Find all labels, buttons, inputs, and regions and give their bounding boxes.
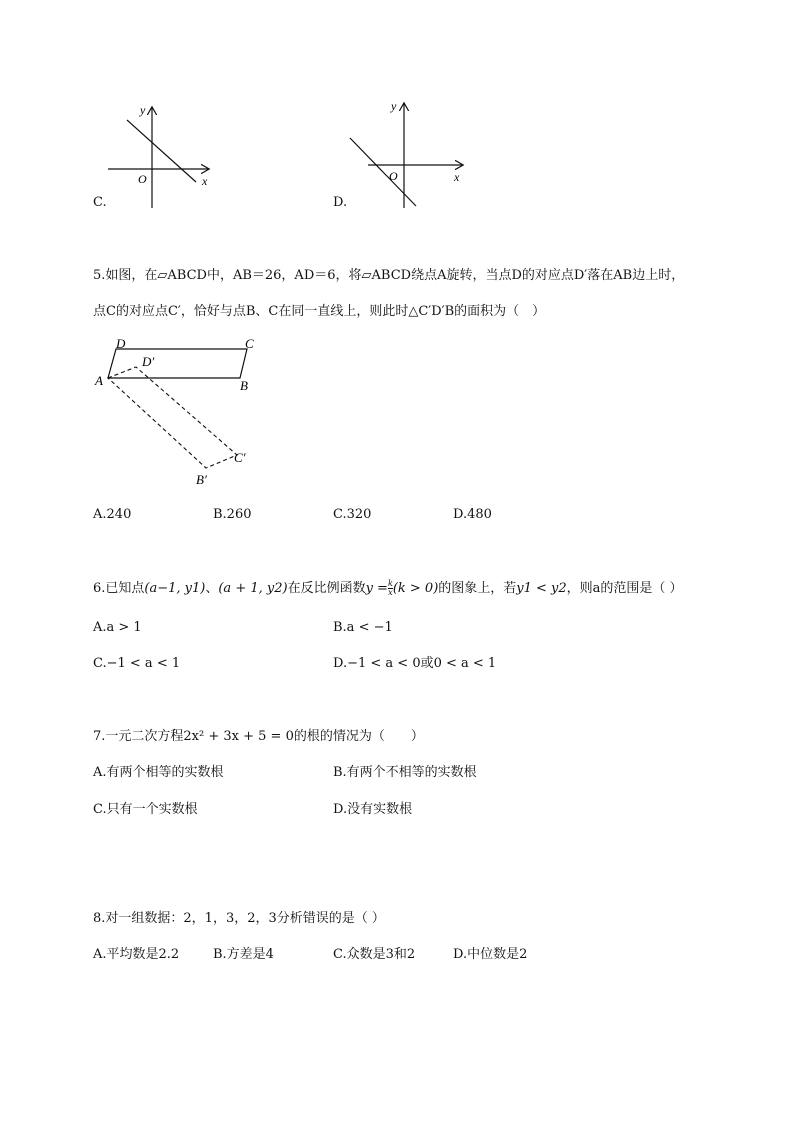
q6-stem bbox=[93, 580, 683, 597]
q7-option-b: B.有两个不相等的实数根 bbox=[333, 765, 477, 780]
q6-frac-denominator: x bbox=[388, 588, 393, 597]
x-axis-label: x bbox=[454, 170, 460, 184]
q7-option-d: D.没有实数根 bbox=[333, 802, 413, 817]
q8-option-a: A.平均数是2.2 bbox=[93, 947, 180, 962]
label-b-prime: B′ bbox=[196, 472, 207, 487]
q6-text-mid: 在反比例函数 bbox=[287, 581, 366, 596]
q5-option-a: A.240 bbox=[93, 507, 132, 522]
q6-suffix: ，则a的范围是（ ） bbox=[566, 581, 683, 596]
q7-stem: 7.一元二次方程2x² + 3x + 5 = 0的根的情况为（ ） bbox=[93, 729, 424, 744]
q6-frac-numerator: k bbox=[387, 579, 393, 588]
q5-stem-line2: 点C的对应点C′，恰好与点B、C在同一直线上，则此时△C′D′B的面积为（ ） bbox=[93, 304, 546, 319]
q6-option-a: A.a > 1 bbox=[93, 620, 142, 635]
q6-inequality: y1 < y2 bbox=[516, 581, 567, 596]
q6-separator: 、 bbox=[205, 581, 219, 596]
q6-option-c: C.−1 < a < 1 bbox=[93, 656, 181, 671]
q5-option-c: C.320 bbox=[333, 507, 372, 522]
origin-label: O bbox=[138, 172, 147, 186]
q8-option-d: D.中位数是2 bbox=[453, 947, 528, 962]
q8-stem: 8.对一组数据：2，1，3，2，3分析错误的是（ ） bbox=[93, 911, 385, 926]
q5-option-b: B.260 bbox=[213, 507, 252, 522]
label-c-prime: C′ bbox=[234, 450, 246, 465]
q6-option-b: B.a < −1 bbox=[333, 620, 393, 635]
q6-option-d: D.−1 < a < 0或0 < a < 1 bbox=[333, 656, 497, 671]
q6-point1: (a−1, y1) bbox=[144, 581, 206, 596]
label-d: D bbox=[116, 336, 126, 351]
label-b: B bbox=[240, 378, 248, 393]
parallelogram-abcd bbox=[108, 349, 247, 378]
q4-option-c-label: C. bbox=[93, 195, 107, 210]
q4-graph-d bbox=[340, 96, 470, 212]
q5-option-d: D.480 bbox=[453, 507, 492, 522]
q8-option-c: C.众数是3和2 bbox=[333, 947, 416, 962]
q4-graph-c bbox=[100, 100, 220, 212]
y-axis-label: y bbox=[391, 99, 397, 113]
q6-func-lhs: y = bbox=[365, 581, 388, 596]
q7-option-c: C.只有一个实数根 bbox=[93, 802, 198, 817]
q6-prefix: 6.已知点 bbox=[93, 581, 145, 596]
label-d-prime: D′ bbox=[142, 354, 155, 369]
y-axis-label: y bbox=[140, 103, 146, 117]
q6-func-condition: (k > 0) bbox=[392, 581, 439, 596]
q5-stem-line1: 5.如图，在▱ABCD中，AB＝26，AD＝6，将▱ABCD绕点A旋转，当点D的对应点D′落在AB边上时， bbox=[93, 268, 685, 283]
q7-option-a: A.有两个相等的实数根 bbox=[93, 765, 224, 780]
label-c: C bbox=[245, 336, 254, 351]
label-a: A bbox=[95, 373, 103, 388]
q6-point2: (a + 1, y2) bbox=[218, 581, 288, 596]
q4-option-d-label: D. bbox=[333, 195, 348, 210]
q6-text-end: 的图象上，若 bbox=[438, 581, 517, 596]
q5-figure bbox=[90, 332, 270, 492]
rotated-parallelogram bbox=[108, 367, 237, 468]
x-axis-label: x bbox=[202, 174, 208, 188]
function-line bbox=[350, 138, 416, 206]
q8-option-b: B.方差是4 bbox=[213, 947, 274, 962]
origin-label: O bbox=[389, 169, 398, 183]
